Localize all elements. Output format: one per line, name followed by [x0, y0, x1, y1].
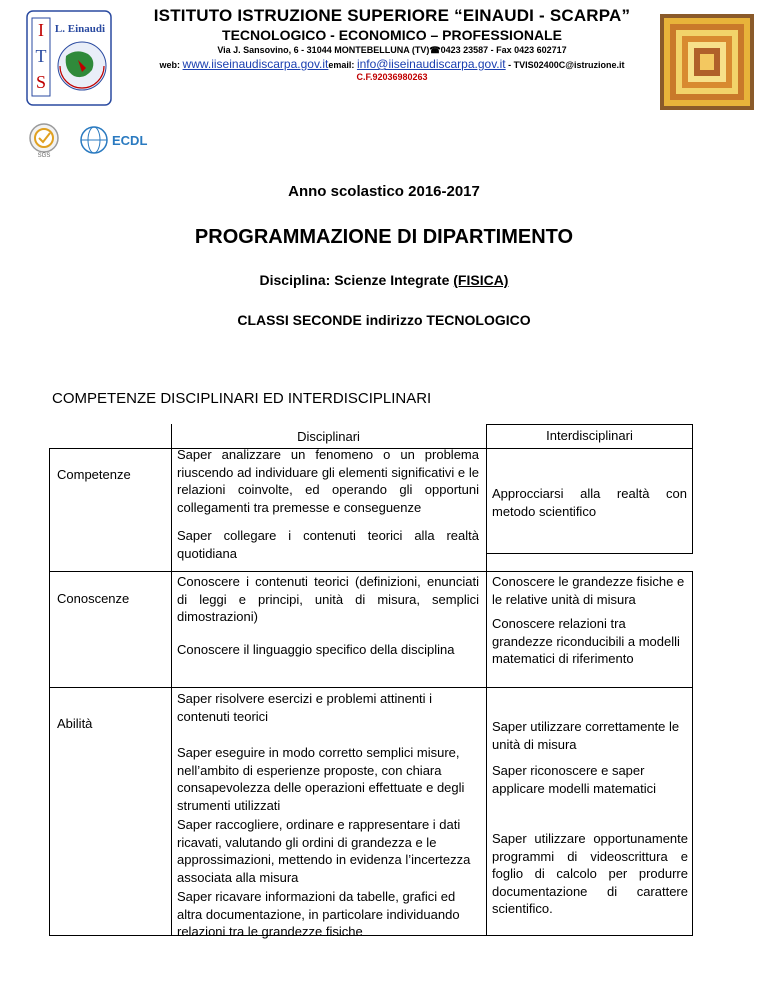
- school-logo-its: [26, 10, 112, 106]
- contacts-line: [132, 57, 652, 71]
- email-link[interactable]: info@iiseinaudiscarpa.gov.it: [356, 57, 506, 71]
- cert-label: SGS: [37, 153, 51, 158]
- school-address: Via J. Sansovino, 6 - 31044 MONTEBELLUNA (TV)☎0423 23587 - Fax 0423 602717: [217, 45, 567, 55]
- abilita-inter-3: Saper utilizzare opportunamente programmi di videoscrittura e foglio di calcolo per produrre documentazione di carattere scientifico.: [492, 831, 688, 916]
- document-title: PROGRAMMAZIONE DI DIPARTIMENTO: [194, 226, 574, 248]
- ecdl-label: ECDL: [112, 133, 148, 148]
- certification-icon: [26, 122, 62, 158]
- fiscal-code: C.F.92036980263: [356, 72, 428, 82]
- competenze-disc-1: Saper analizzare un fenomeno o un problema riuscendo ad individuare gli elementi significativi e le relazioni coinvolte, ed operando gli opportuni collegamenti tra premesse e conseguenze: [177, 447, 479, 515]
- competences-table: [49, 424, 693, 939]
- conoscenze-disc-2: Conoscere il linguaggio specifico della disciplina: [177, 642, 455, 657]
- school-year: Anno scolastico 2016-2017: [288, 183, 480, 200]
- row-label-competenze: Competenze: [57, 467, 131, 482]
- letterhead-text: [132, 4, 652, 82]
- abilita-disc-1: Saper risolvere esercizi e problemi attinenti i contenuti teorici: [177, 691, 433, 724]
- discipline-line: [0, 272, 768, 288]
- abilita-inter-2: Saper riconoscere e saper applicare modelli matematici: [492, 763, 657, 796]
- logo-letter-s: S: [35, 72, 47, 92]
- classes-line: CLASSI SECONDE indirizzo TECNOLOGICO: [237, 312, 531, 328]
- header-interdisciplinari: Interdisciplinari: [546, 428, 633, 443]
- header-disciplinari: Disciplinari: [297, 429, 360, 444]
- logo-letter-i: I: [38, 20, 44, 40]
- conoscenze-disc-1: Conoscere i contenuti teorici (definizioni, enunciati di leggi e principi, unità di misura, semplici dimostrazioni): [177, 574, 479, 624]
- discipline-name: (FISICA): [453, 272, 509, 288]
- logo-name: L. Einaudi: [54, 23, 106, 35]
- abilita-disc-2: Saper eseguire in modo corretto semplici misure, nell’ambito di esperienze proposte, con chiara consapevolezza delle operazioni effettuate e degli strumenti utilizzati: [177, 745, 465, 813]
- conoscenze-inter-2: Conoscere relazioni tra grandezze riconducibili a modelli matematici di riferimento: [492, 616, 680, 666]
- section-title: COMPETENZE DISCIPLINARI ED INTERDISCIPLINARI: [52, 390, 432, 407]
- abilita-inter-1: Saper utilizzare correttamente le unità di misura: [492, 719, 680, 752]
- abilita-disc-3: Saper raccogliere, ordinare e rappresentare i dati ricavati, valutando gli ordini di grandezza e le approssimazioni, mettendo in evidenza l’incertezza associata alla misura: [177, 817, 471, 885]
- school-emblem: [660, 14, 754, 110]
- school-name: ISTITUTO ISTRUZIONE SUPERIORE “EINAUDI - SCARPA”: [153, 6, 631, 25]
- abilita-disc-4: Saper ricavare informazioni da tabelle, grafici ed altra documentazione, in particolare individuando relazioni tra le grandezze fisiche: [177, 889, 460, 939]
- row-label-abilita: Abilità: [57, 716, 93, 731]
- email-label: email:: [328, 60, 355, 70]
- school-subtitle: TECNOLOGICO - ECONOMICO – PROFESSIONALE: [222, 27, 562, 43]
- web-label: web:: [159, 60, 181, 70]
- website-link[interactable]: www.iiseinaudiscarpa.gov.it: [182, 57, 329, 71]
- letterhead: [0, 0, 768, 120]
- logo-letter-t: T: [35, 46, 47, 66]
- competenze-disc-2: Saper collegare i contenuti teorici alla realtà quotidiana: [177, 528, 479, 561]
- discipline-prefix: Disciplina: Scienze Integrate: [259, 272, 454, 288]
- conoscenze-inter-1: Conoscere le grandezze fisiche e le relative unità di misura: [492, 574, 685, 607]
- ecdl-logo-icon: [78, 122, 160, 158]
- pec-address: - TVIS02400C@istruzione.it: [508, 60, 625, 70]
- competenze-inter-1: Approcciarsi alla realtà con metodo scientifico: [492, 486, 687, 519]
- row-label-conoscenze: Conoscenze: [57, 591, 130, 606]
